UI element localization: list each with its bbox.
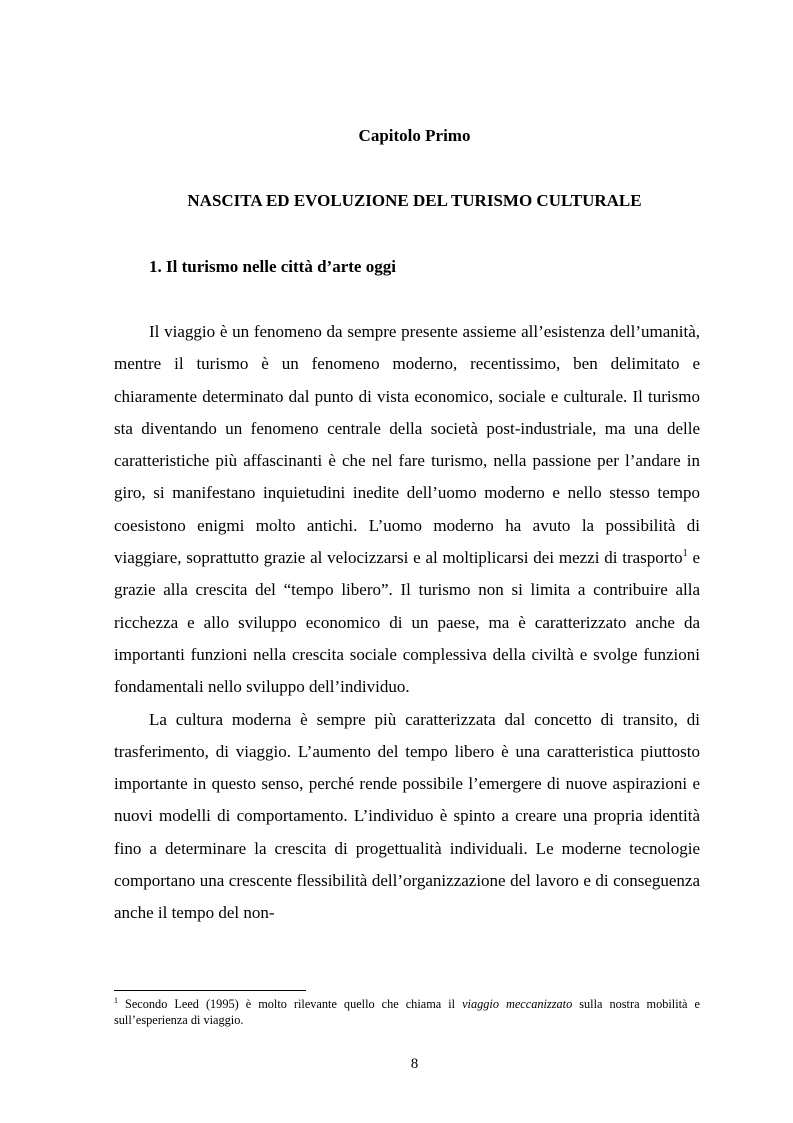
footnote-number: 1 <box>114 996 118 1005</box>
footnote <box>114 996 700 1028</box>
paragraph-2: La cultura moderna è sempre più caratterizzata dal concetto di transito, di trasferimento, di viaggio. L’aumento del tempo libero è una caratteristica piuttosto importante in questo senso, perché rende possibile l’emergere di nuove aspirazioni e nuovi modelli di comportamento. L’individuo è spinto a creare una propria identità fino a determinare la crescita di progettualità individuali. Le moderne tecnologie comportano una crescente flessibilità dell’organizzazione del lavoro e di conseguenza anche il tempo del non- <box>114 709 700 923</box>
footnote-text-before: Secondo Leed (1995) è molto rilevante quello che chiama il <box>118 997 463 1011</box>
footnote-reference: 1 <box>682 548 688 560</box>
paragraph-1-part-1: Il viaggio è un fenomeno da sempre presente assieme all’esistenza dell’umanità, mentre il turismo è un fenomeno moderno, recentissimo, ben delimitato e chiaramente determinato dal punto di vista economico, sociale e culturale. Il turismo sta diventando un fenomeno centrale della società post-industriale, ma una delle caratteristiche più affascinanti è che nel fare turismo, nella passione per l’andare in giro, si manifestano inquietudini inedite dell’uomo moderno e nello stesso tempo coesistono enigmi molto antichi. L’uomo moderno ha avuto la possibilità di viaggiare, soprattutto grazie al velocizzarsi e al moltiplicarsi dei mezzi di trasporto <box>114 322 700 568</box>
chapter-label: Capitolo Primo <box>358 126 471 145</box>
body-text <box>114 316 700 930</box>
footnote-text-italic: viaggio meccanizzato <box>462 997 573 1011</box>
paragraph-1-part-2: e grazie alla crescita del “tempo libero”. Il turismo non si limita a contribuire alla ricchezza e allo sviluppo economico di un paese, ma è caratterizzato anche da importanti funzioni nella crescita sociale complessiva della civiltà e svolge funzioni fondamentali nello sviluppo dell’individuo. <box>114 548 700 697</box>
footnote-text-after: sulla nostra mobilità e sull’esperienza di viaggio. <box>114 997 700 1027</box>
footnote-separator <box>114 990 306 991</box>
section-heading: 1. Il turismo nelle città d’arte oggi <box>149 257 396 276</box>
paragraph-1 <box>114 316 700 704</box>
page-number: 8 <box>410 1056 419 1072</box>
chapter-title: NASCITA ED EVOLUZIONE DEL TURISMO CULTURALE <box>187 191 642 210</box>
